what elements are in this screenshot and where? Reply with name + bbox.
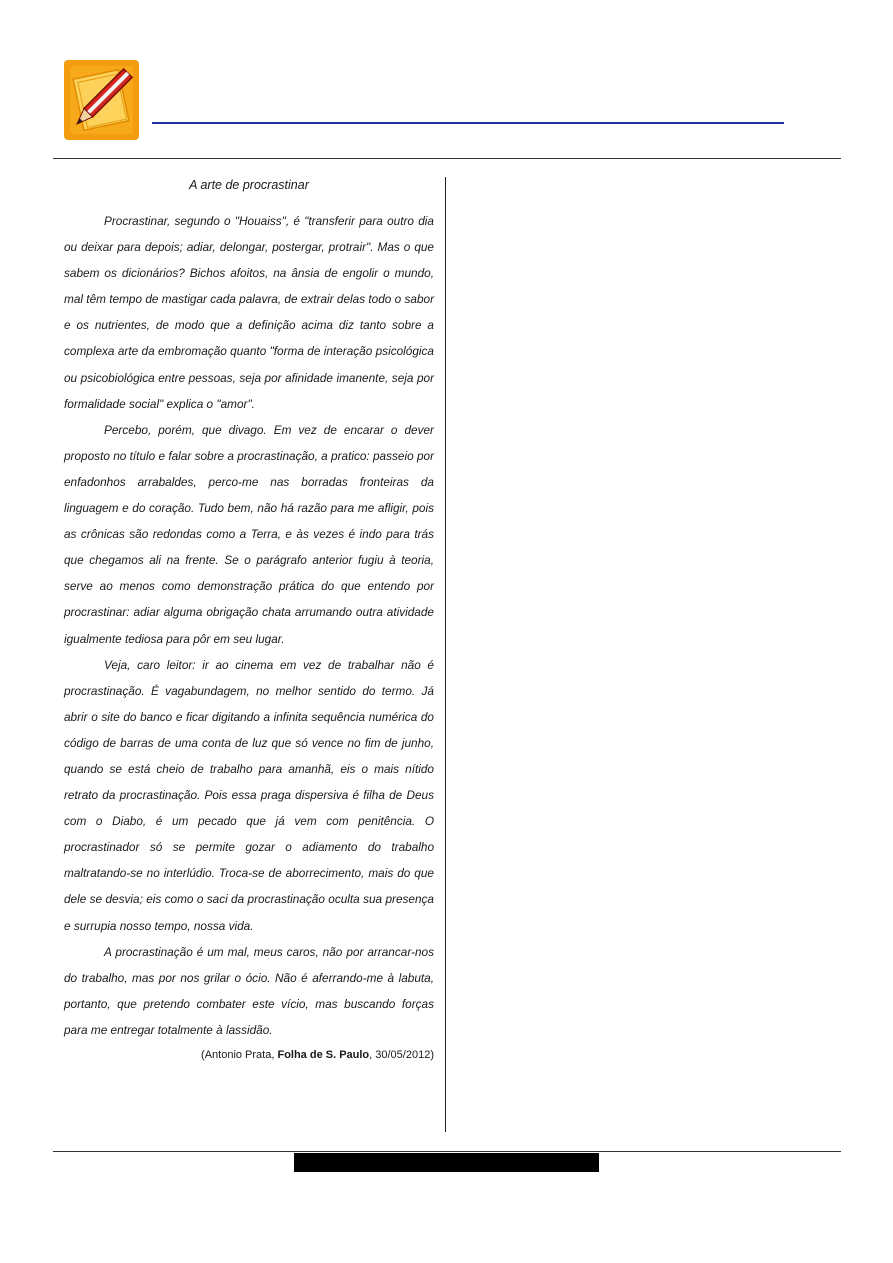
footer-divider bbox=[53, 1151, 841, 1152]
article-paragraph: Procrastinar, segundo o "Houaiss", é "transferir para outro dia ou deixar para depois; adiar, delongar, postergar, protrair". Mas o que sabem os dicionários? Bichos afoitos, na ânsia de engolir o mundo, mal têm tempo de mastigar cada palavra, de extrair delas todo o sabor e os nutrientes, de modo que a definição acima diz tanto sobre a complexa arte da embromação quanto "forma de interação psicológica ou psicobiológica entre pessoas, seja por afinidade imanente, seja por formalidade social" explica o "amor". bbox=[64, 214, 434, 411]
column-divider bbox=[445, 177, 446, 1132]
footer-bar bbox=[294, 1153, 599, 1172]
article-paragraph: Veja, caro leitor: ir ao cinema em vez de trabalhar não é procrastinação. É vagabundagem, no melhor sentido do termo. Já abrir o site do banco e ficar digitando a infinita sequência numérica do código de barras de uma conta de luz que só vence no fim de junho, quando se está cheio de trabalho para amanhã, eis o mais nítido retrato da procrastinação. Pois essa praga dispersiva é filha de Deus com o Diabo, é um pecado que já vem com penitência. O procrastinador só se permite gozar o adiamento do trabalho maltratando-se no interlúdio. Troca-se de aborrecimento, mais do que dele se desvia; eis como o saci da procrastinação oculta sua presença e surrupia nosso tempo, nossa vida. bbox=[64, 657, 434, 933]
source-author: (Antonio Prata, bbox=[201, 1049, 278, 1061]
article-source bbox=[64, 1047, 434, 1063]
pencil-logo-icon bbox=[64, 60, 139, 140]
source-date: , 30/05/2012) bbox=[369, 1049, 434, 1061]
article-paragraph: Percebo, porém, que divago. Em vez de encarar o dever proposto no título e falar sobre a procrastinação, a pratico: passeio por enfadonhos arrabaldes, perco-me nas borradas fronteiras da linguagem e do coração. Tudo bem, não há razão para me afligir, pois as crônicas são redondas como a Terra, e às vezes é indo para trás que chegamos ali na frente. Se o parágrafo anterior fugiu à teoria, serve ao menos como demonstração prática do que entendo por procrastinar: adiar alguma obrigação chata arrumando outra atividade igualmente tediosa para pôr em seu lugar. bbox=[64, 422, 434, 646]
article-title: A arte de procrastinar bbox=[189, 178, 309, 192]
article bbox=[64, 176, 434, 1063]
header-accent-line bbox=[152, 122, 784, 124]
header-divider bbox=[53, 158, 841, 159]
source-publication: Folha de S. Paulo bbox=[277, 1049, 370, 1061]
article-paragraph: A procrastinação é um mal, meus caros, não por arrancar-nos do trabalho, mas por nos grilar o ócio. Não é aferrando-me à labuta, portanto, que pretendo combater este vício, mas buscando forças para me entregar totalmente à lassidão. bbox=[64, 944, 434, 1037]
